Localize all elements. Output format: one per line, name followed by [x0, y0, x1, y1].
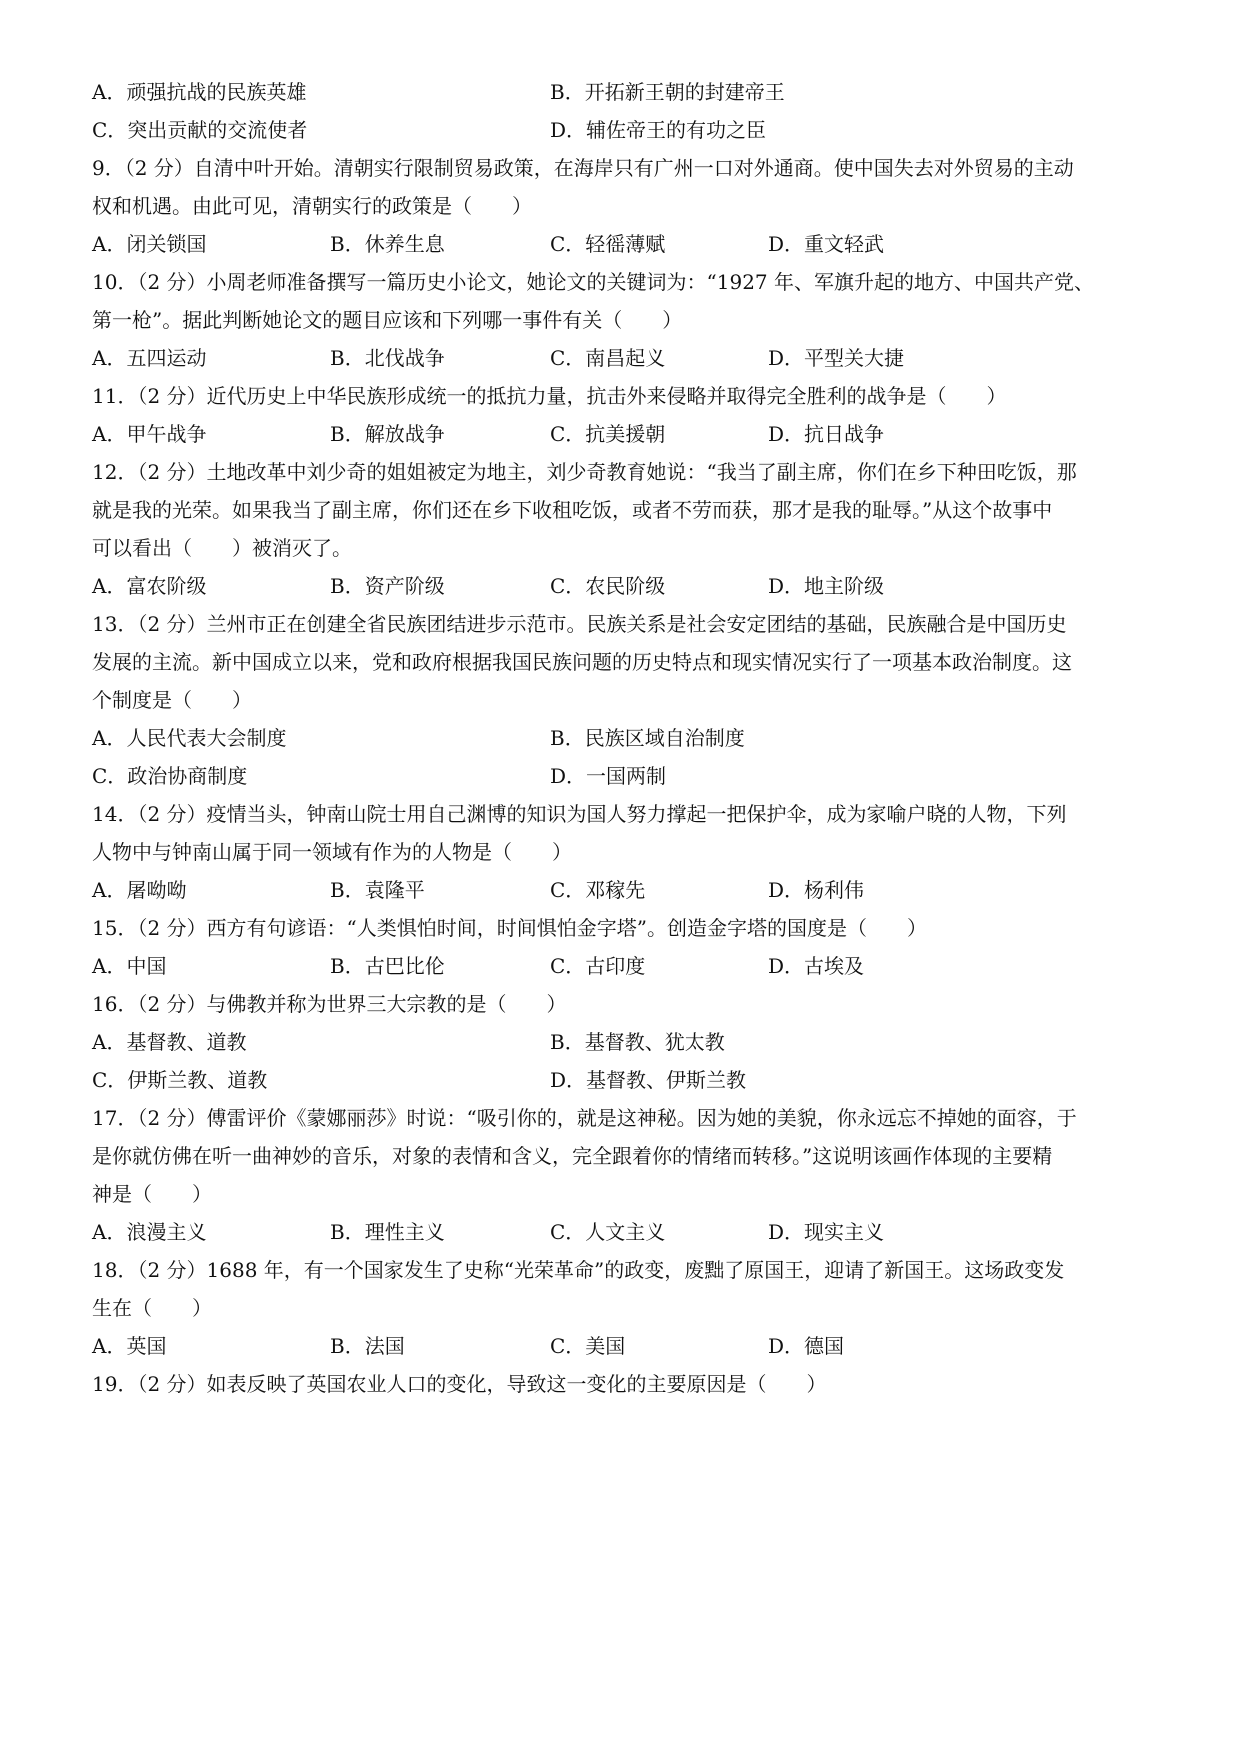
q14-option-d: D．杨利伟: [768, 878, 865, 902]
q9-option-b: B．休养生息: [330, 232, 445, 256]
q15-stem-line-1: 15．（2 分）西方有句谚语：“人类惧怕时间，时间惧怕金字塔”。创造金字塔的国度是（ ）: [92, 916, 927, 940]
q11-option-b: B．解放战争: [330, 422, 445, 446]
q9-stem-line-2: 权和机遇。由此可见，清朝实行的政策是（ ）: [92, 194, 532, 218]
q16-option-d: D．基督教、伊斯兰教: [550, 1068, 747, 1092]
q13-stem-line-1: 13．（2 分）兰州市正在创建全省民族团结进步示范市。民族关系是社会安定团结的基础，民族融合是中国历史: [92, 612, 1067, 636]
q15-option-b: B．古巴比伦: [330, 954, 445, 978]
q14-option-a: A．屠呦呦: [92, 878, 187, 902]
q13-option-b: B．民族区域自治制度: [550, 726, 745, 750]
q17-option-c: C．人文主义: [550, 1220, 666, 1244]
q17-option-b: B．理性主义: [330, 1220, 445, 1244]
q18-stem-line-1: 18．（2 分）1688 年，有一个国家发生了史称“光荣革命”的政变，废黜了原国王，迎请了新国王。这场政变发: [92, 1258, 1065, 1282]
q8-option-c: C．突出贡献的交流使者: [92, 118, 308, 142]
q12-option-d: D．地主阶级: [768, 574, 885, 598]
q17-stem-line-2: 是你就仿佛在听一曲神妙的音乐，对象的表情和含义，完全跟着你的情绪而转移。”这说明该画作体现的主要精: [92, 1144, 1053, 1168]
q18-option-d: D．德国: [768, 1334, 845, 1358]
q19-stem-line-1: 19．（2 分）如表反映了英国农业人口的变化，导致这一变化的主要原因是（ ）: [92, 1372, 827, 1396]
q13-option-a: A．人民代表大会制度: [92, 726, 287, 750]
q18-option-a: A．英国: [92, 1334, 167, 1358]
q11-option-a: A．甲午战争: [92, 422, 207, 446]
q14-stem-line-2: 人物中与钟南山属于同一领域有作为的人物是（ ）: [92, 840, 572, 864]
q10-option-d: D．平型关大捷: [768, 346, 905, 370]
q12-stem-line-3: 可以看出（ ）被消灭了。: [92, 536, 352, 560]
q16-option-b: B．基督教、犹太教: [550, 1030, 725, 1054]
q17-stem-line-3: 神是（ ）: [92, 1182, 212, 1206]
q14-option-b: B．袁隆平: [330, 878, 425, 902]
q13-option-c: C．政治协商制度: [92, 764, 248, 788]
q12-option-c: C．农民阶级: [550, 574, 666, 598]
q11-option-d: D．抗日战争: [768, 422, 885, 446]
q15-option-a: A．中国: [92, 954, 167, 978]
q10-option-a: A．五四运动: [92, 346, 207, 370]
q10-option-b: B．北伐战争: [330, 346, 445, 370]
q18-option-b: B．法国: [330, 1334, 405, 1358]
q10-stem-line-1: 10．（2 分）小周老师准备撰写一篇历史小论文，她论文的关键词为：“1927 年、军旗升起的地方、中国共产党、: [92, 270, 1095, 294]
q11-stem-line-1: 11．（2 分）近代历史上中华民族形成统一的抵抗力量，抗击外来侵略并取得完全胜利的战争是（ ）: [92, 384, 1007, 408]
q13-option-d: D．一国两制: [550, 764, 667, 788]
q18-option-c: C．美国: [550, 1334, 626, 1358]
q16-option-c: C．伊斯兰教、道教: [92, 1068, 268, 1092]
q18-stem-line-2: 生在（ ）: [92, 1296, 212, 1320]
q8-option-a: A．顽强抗战的民族英雄: [92, 80, 307, 104]
q10-option-c: C．南昌起义: [550, 346, 666, 370]
q14-stem-line-1: 14．（2 分）疫情当头，钟南山院士用自己渊博的知识为国人努力撑起一把保护伞，成为家喻户晓的人物，下列: [92, 802, 1067, 826]
q14-option-c: C．邓稼先: [550, 878, 646, 902]
q12-option-a: A．富农阶级: [92, 574, 207, 598]
q16-option-a: A．基督教、道教: [92, 1030, 247, 1054]
q12-option-b: B．资产阶级: [330, 574, 445, 598]
q13-stem-line-2: 发展的主流。新中国成立以来，党和政府根据我国民族问题的历史特点和现实情况实行了一项基本政治制度。这: [92, 650, 1072, 674]
q17-option-d: D．现实主义: [768, 1220, 885, 1244]
q16-stem-line-1: 16．（2 分）与佛教并称为世界三大宗教的是（ ）: [92, 992, 567, 1016]
q12-stem-line-1: 12．（2 分）土地改革中刘少奇的姐姐被定为地主，刘少奇教育她说：“我当了副主席，你们在乡下种田吃饭，那: [92, 460, 1077, 484]
q9-stem-line-1: 9．（2 分）自清中叶开始。清朝实行限制贸易政策，在海岸只有广州一口对外通商。使中国失去对外贸易的主动: [92, 156, 1074, 180]
q15-option-d: D．古埃及: [768, 954, 865, 978]
q9-option-a: A．闭关锁国: [92, 232, 207, 256]
q12-stem-line-2: 就是我的光荣。如果我当了副主席，你们还在乡下收租吃饭，或者不劳而获，那才是我的耻辱。”从这个故事中: [92, 498, 1053, 522]
q17-option-a: A．浪漫主义: [92, 1220, 207, 1244]
q15-option-c: C．古印度: [550, 954, 646, 978]
q8-option-d: D．辅佐帝王的有功之臣: [550, 118, 767, 142]
q13-stem-line-3: 个制度是（ ）: [92, 688, 252, 712]
q17-stem-line-1: 17．（2 分）傅雷评价《蒙娜丽莎》时说：“吸引你的，就是这神秘。因为她的美貌，你永远忘不掉她的面容，于: [92, 1106, 1077, 1130]
q9-option-d: D．重文轻武: [768, 232, 885, 256]
q11-option-c: C．抗美援朝: [550, 422, 666, 446]
q9-option-c: C．轻徭薄赋: [550, 232, 666, 256]
q8-option-b: B．开拓新王朝的封建帝王: [550, 80, 785, 104]
q10-stem-line-2: 第一枪”。据此判断她论文的题目应该和下列哪一事件有关（ ）: [92, 308, 683, 332]
